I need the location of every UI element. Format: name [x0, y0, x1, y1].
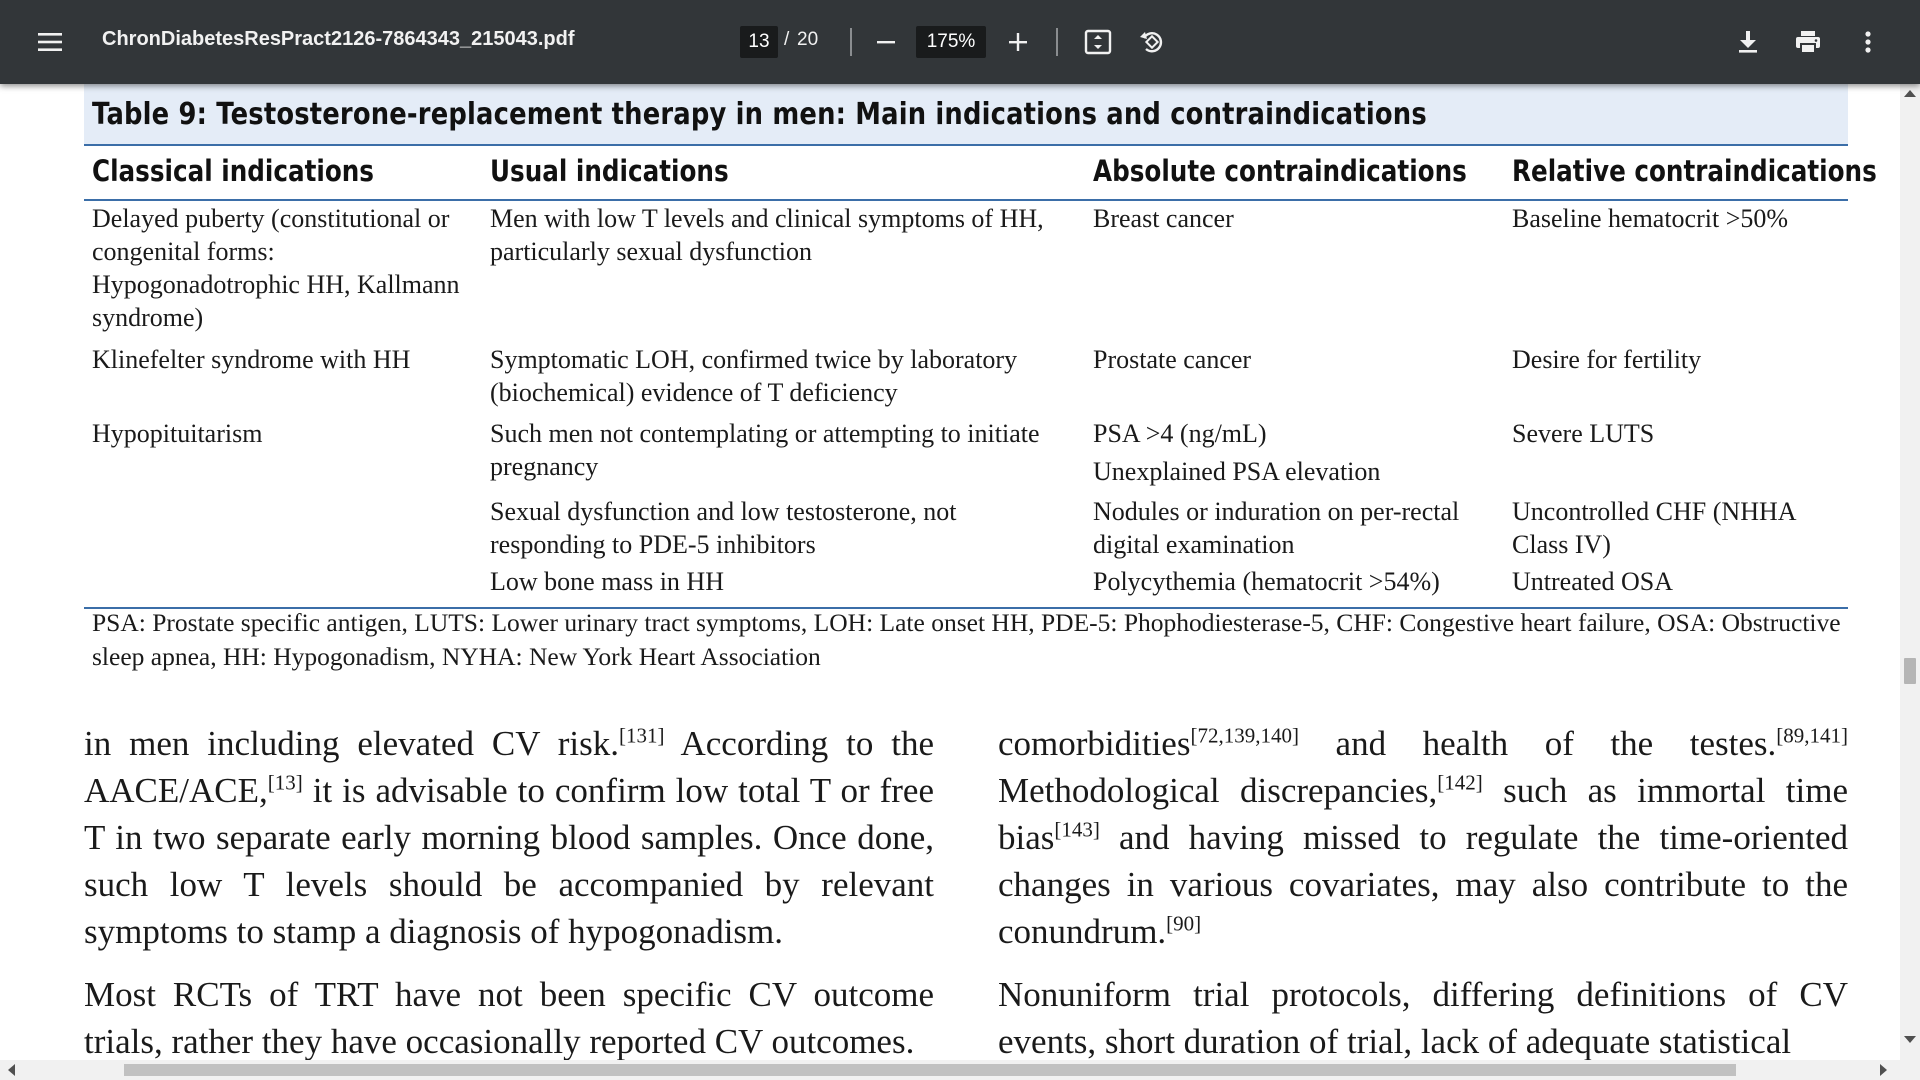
citation: [72,139,140]	[1190, 723, 1299, 748]
table-header-relative: Relative contraindications	[1512, 154, 1877, 188]
table-cell: PSA >4 (ng/mL)	[1093, 419, 1267, 448]
horizontal-scroll-thumb[interactable]	[124, 1064, 1736, 1076]
table-cell: Delayed puberty (constitutional or congenital forms: Hypogonadotrophic HH, Kallmann syndrome)	[92, 204, 460, 332]
page-number-input[interactable]: 13	[740, 26, 778, 58]
minus-icon	[876, 32, 896, 52]
more-vert-icon	[1864, 30, 1872, 54]
zoom-in-button[interactable]	[998, 22, 1038, 62]
table-header-rule	[84, 199, 1848, 201]
citation: [90]	[1166, 911, 1202, 936]
scroll-up-arrow-icon[interactable]	[1904, 90, 1916, 97]
citation: [143]	[1054, 817, 1100, 842]
table-cell: Low bone mass in HH	[490, 567, 724, 596]
table-header-usual: Usual indications	[490, 154, 729, 188]
document-title: ChronDiabetesResPract2126-7864343_215043.pdf	[102, 28, 575, 50]
citation: [13]	[267, 770, 303, 795]
table-header-absolute: Absolute contraindications	[1093, 154, 1467, 188]
scroll-down-arrow-icon[interactable]	[1904, 1036, 1916, 1043]
toolbar-divider	[850, 28, 852, 56]
table-cell: Untreated OSA	[1512, 567, 1674, 596]
scroll-left-arrow-icon[interactable]	[8, 1064, 15, 1076]
total-pages: 20	[797, 29, 819, 50]
table-cell: Nodules or induration on per-rectal digital examination	[1093, 497, 1460, 559]
vertical-scrollbar[interactable]	[1900, 84, 1920, 1060]
table-cell: Severe LUTS	[1512, 419, 1655, 448]
citation: [142]	[1437, 770, 1483, 795]
table-cell: Desire for fertility	[1512, 345, 1702, 374]
table-cell: Unexplained PSA elevation	[1093, 457, 1381, 486]
vertical-scroll-thumb[interactable]	[1904, 658, 1916, 684]
body-column-left	[84, 720, 934, 1060]
download-button[interactable]	[1728, 22, 1768, 62]
page-separator: /	[784, 29, 790, 50]
table-cell: Breast cancer	[1093, 204, 1234, 233]
paragraph: Most RCTs of TRT have not been specific CV outcome trials, rather they have occasionally reported CV outcomes.	[84, 975, 934, 1060]
print-icon	[1795, 30, 1821, 54]
table-cell: Men with low T levels and clinical symptoms of HH, particularly sexual dysfunction	[490, 204, 1044, 266]
more-actions-button[interactable]	[1848, 22, 1888, 62]
rotate-icon	[1138, 28, 1166, 56]
paragraph: in men including elevated CV risk.[131] According to the AACE/ACE,[13] it is advisable to confirm low total T or free T in two separate early morning blood samples. Once done, such low T levels should be accompanied by relevant symptoms to stamp a diagnosis of hypogonadism.	[84, 723, 935, 951]
table-title: Table 9: Testosterone-replacement therapy in men: Main indications and contraindications	[84, 84, 1848, 146]
plus-icon	[1008, 32, 1028, 52]
citation: [131]	[619, 723, 665, 748]
citation: [89,141]	[1776, 723, 1848, 748]
scroll-right-arrow-icon[interactable]	[1880, 1064, 1887, 1076]
table-cell: Prostate cancer	[1093, 345, 1252, 374]
toolbar-divider	[1056, 28, 1058, 56]
menu-button[interactable]	[28, 22, 72, 62]
zoom-out-button[interactable]	[866, 22, 906, 62]
table-header-classical: Classical indications	[92, 154, 374, 188]
pdf-page-view	[0, 84, 1900, 1060]
table-cell: Hypopituitarism	[92, 419, 263, 448]
print-button[interactable]	[1788, 22, 1828, 62]
table-cell: Such men not contemplating or attempting to initiate pregnancy	[490, 419, 1040, 481]
menu-icon	[37, 32, 63, 52]
rotate-button[interactable]	[1132, 22, 1172, 62]
body-column-right	[998, 720, 1848, 1060]
table-cell: Uncontrolled CHF (NHHA Class IV)	[1512, 497, 1796, 559]
table-cell: Klinefelter syndrome with HH	[92, 345, 411, 374]
table-cell: Polycythemia (hematocrit >54%)	[1093, 567, 1440, 596]
paragraph: comorbidities[72,139,140] and health of the testes.[89,141] Methodological discrepancies,[142] such as immortal time bias[143] and having missed to regulate the time-oriented changes in various covariates, may also contribute to the conundrum.[90]	[998, 723, 1849, 951]
zoom-level-input[interactable]: 175%	[916, 26, 986, 58]
table-cell: Baseline hematocrit >50%	[1512, 204, 1789, 233]
fit-page-icon	[1084, 29, 1112, 55]
pdf-toolbar	[0, 0, 1920, 84]
fit-to-page-button[interactable]	[1078, 22, 1118, 62]
table-cell: Sexual dysfunction and low testosterone, not responding to PDE-5 inhibitors	[490, 497, 957, 559]
table-footnote: PSA: Prostate specific antigen, LUTS: Lower urinary tract symptoms, LOH: Late onset HH, PDE-5: Phophodiesterase-5, CHF: Congestive heart failure, OSA: Obstructive sleep apnea, HH: Hypogonadism, NYHA: New York Heart Association	[92, 608, 1841, 671]
table-cell: Symptomatic LOH, confirmed twice by laboratory (biochemical) evidence of T deficiency	[490, 345, 1018, 407]
paragraph: Nonuniform trial protocols, differing definitions of CV events, short duration of trial, lack of adequate statistical	[998, 975, 1848, 1060]
download-icon	[1737, 30, 1759, 54]
